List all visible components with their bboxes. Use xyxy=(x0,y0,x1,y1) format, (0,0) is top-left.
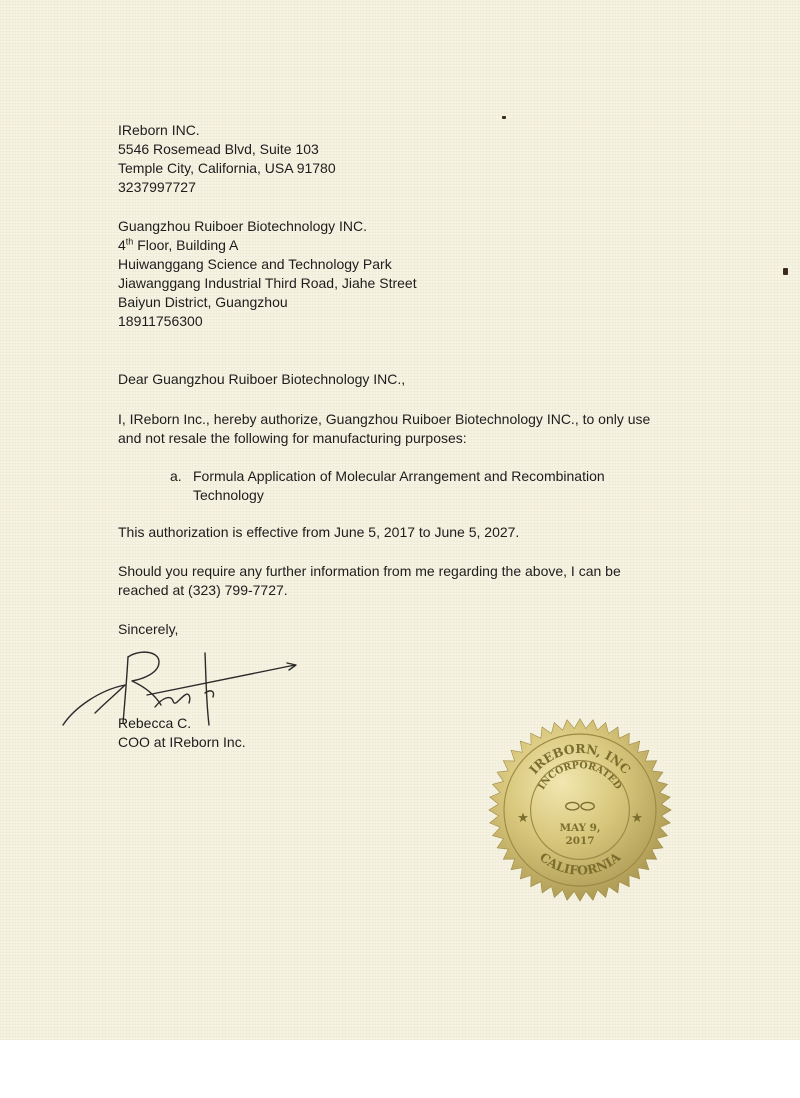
recipient-road: Jiawanggang Industrial Third Road, Jiahe Street xyxy=(118,275,417,291)
contact-line: Should you require any further information from me regarding the above, I can be xyxy=(118,563,621,579)
seal-bottom-text: CALIFORNIA xyxy=(536,849,624,878)
recipient-park: Huiwanggang Science and Technology Park xyxy=(118,256,392,272)
signer-block xyxy=(118,714,246,752)
signature-stroke xyxy=(128,652,161,705)
salutation-text: Dear Guangzhou Ruiboer Biotechnology INC., xyxy=(118,371,406,387)
recipient-floor xyxy=(118,236,417,255)
list-item-text xyxy=(193,467,653,505)
list-marker: a. xyxy=(170,468,182,484)
salutation xyxy=(118,370,405,389)
signature-stroke xyxy=(63,685,125,725)
sender-city: Temple City, California, USA 91780 xyxy=(118,160,336,176)
scan-margin xyxy=(0,1040,800,1098)
seal-top-text: IREBORN, INC xyxy=(525,740,634,777)
sender-phone: 3237997727 xyxy=(118,179,196,195)
list-item-line: Formula Application of Molecular Arrangement and Recombination xyxy=(193,468,605,484)
list-item-line: Technology xyxy=(193,487,264,503)
effective-date-paragraph xyxy=(118,523,519,542)
contact-line: reached at (323) 799-7727. xyxy=(118,582,288,598)
signer-title: COO at IReborn Inc. xyxy=(118,734,246,750)
closing-text: Sincerely, xyxy=(118,621,179,637)
paper-speck xyxy=(783,268,788,275)
authorization-line: I, IReborn Inc., hereby authorize, Guangzhou Ruiboer Biotechnology INC., to only use xyxy=(118,411,651,427)
signature-stroke xyxy=(155,694,190,707)
seal-star-icon: ★ xyxy=(517,810,529,825)
floor-superscript: th xyxy=(125,236,134,247)
sender-company: IReborn INC. xyxy=(118,122,200,138)
signature-stroke xyxy=(147,665,295,695)
authorization-line: and not resale the following for manufacturing purposes: xyxy=(118,430,467,446)
seal-star-icon: ★ xyxy=(631,810,643,825)
authorization-paragraph xyxy=(118,410,650,448)
contact-paragraph xyxy=(118,562,621,600)
paper-speck xyxy=(502,116,506,119)
sender-street: 5546 Rosemead Blvd, Suite 103 xyxy=(118,141,319,157)
recipient-company: Guangzhou Ruiboer Biotechnology INC. xyxy=(118,218,368,234)
sender-address xyxy=(118,121,336,197)
seal-incorporated-text: INCORPORATED xyxy=(536,760,624,792)
seal-date-line: MAY 9, xyxy=(559,821,601,834)
floor-number: 4 xyxy=(118,237,126,253)
recipient-address xyxy=(118,217,417,331)
closing xyxy=(118,620,178,639)
signer-name: Rebecca C. xyxy=(118,715,192,731)
seal-year: 2017 xyxy=(565,835,595,848)
floor-rest: Floor, Building A xyxy=(133,237,239,253)
effective-date-text: This authorization is effective from June 5, 2017 to June 5, 2027. xyxy=(118,524,520,540)
recipient-district: Baiyun District, Guangzhou xyxy=(118,294,288,310)
recipient-phone: 18911756300 xyxy=(118,313,203,329)
corporate-seal xyxy=(485,715,675,905)
